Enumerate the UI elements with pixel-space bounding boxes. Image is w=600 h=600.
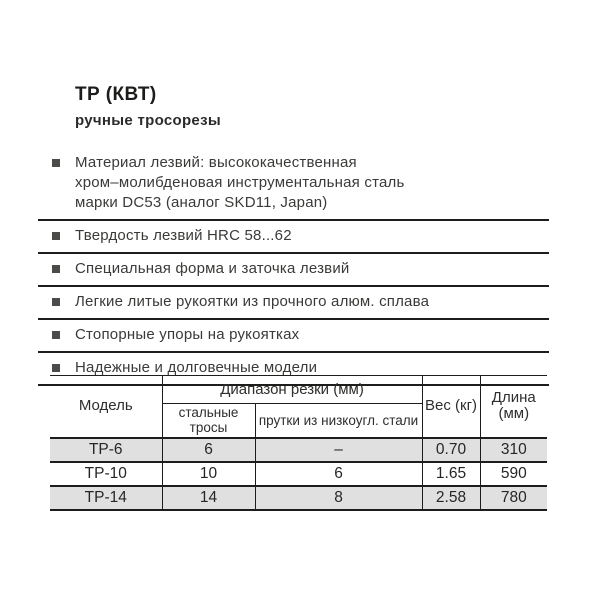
cell-model: ТР-6 bbox=[88, 440, 123, 458]
feature-text: Легкие литые рукоятки из прочного алюм. сплава bbox=[75, 293, 430, 310]
feature-text: Специальная форма и заточка лезвий bbox=[75, 260, 350, 277]
table-row bbox=[50, 486, 547, 510]
feature-text: хром–молибденовая инструментальная сталь bbox=[75, 174, 405, 191]
col-header-rods-line2: из низкоугл. стали bbox=[303, 412, 419, 428]
square-bullet-icon bbox=[52, 331, 60, 339]
table-row bbox=[50, 462, 547, 486]
square-bullet-icon bbox=[52, 298, 60, 306]
models-table bbox=[50, 375, 547, 511]
cell-model: ТР-14 bbox=[84, 488, 127, 506]
feature-item bbox=[38, 287, 549, 320]
col-header-length-line1: Длина bbox=[491, 389, 536, 407]
feature-item bbox=[38, 320, 549, 353]
col-header-weight bbox=[422, 376, 480, 438]
table-row bbox=[50, 438, 547, 462]
col-header-rods bbox=[255, 404, 422, 438]
cell-length: 780 bbox=[480, 486, 547, 510]
square-bullet-icon bbox=[52, 159, 60, 167]
feature-text: Надежные и долговечные модели bbox=[75, 359, 318, 376]
cell-rods: 6 bbox=[255, 462, 422, 486]
col-header-steel-ropes-line1: стальные bbox=[178, 405, 239, 421]
feature-item bbox=[38, 148, 549, 221]
feature-item bbox=[38, 221, 549, 254]
cell-weight: 2.58 bbox=[422, 486, 480, 510]
feature-text: Стопорные упоры на рукоятках bbox=[75, 326, 300, 343]
feature-text: Материал лезвий: высококачественная bbox=[75, 154, 357, 171]
cell-steel-ropes: 14 bbox=[162, 486, 255, 510]
square-bullet-icon bbox=[52, 232, 60, 240]
cell-rods: 8 bbox=[255, 486, 422, 510]
square-bullet-icon bbox=[52, 364, 60, 372]
col-header-steel-ropes-line2: тросы bbox=[189, 420, 228, 436]
feature-text: марки DC53 (аналог SKD11, Japan) bbox=[75, 194, 328, 211]
col-header-cutting-range: Диапазон резки (мм) bbox=[162, 376, 422, 404]
feature-text: Твердость лезвий HRC 58...62 bbox=[75, 227, 292, 244]
cell-length: 310 bbox=[480, 438, 547, 462]
col-header-rods-line1: прутки bbox=[258, 412, 300, 428]
page-title: ТР (КВТ) bbox=[75, 84, 157, 105]
feature-item bbox=[38, 254, 549, 287]
cell-steel-ropes: 6 bbox=[162, 438, 255, 462]
col-header-weight-line2: (кг) bbox=[455, 397, 478, 415]
col-header-weight-line1: Вес bbox=[424, 397, 451, 415]
cell-model: ТР-10 bbox=[84, 464, 127, 482]
cell-rods: – bbox=[255, 438, 422, 462]
cell-length: 590 bbox=[480, 462, 547, 486]
col-header-length bbox=[480, 376, 547, 438]
cell-weight: 0.70 bbox=[422, 438, 480, 462]
cell-steel-ropes: 10 bbox=[162, 462, 255, 486]
col-header-model: Модель bbox=[50, 376, 162, 438]
cell-weight: 1.65 bbox=[422, 462, 480, 486]
feature-list bbox=[38, 148, 549, 386]
square-bullet-icon bbox=[52, 265, 60, 273]
page-subtitle: ручные тросорезы bbox=[75, 112, 221, 129]
spec-table bbox=[50, 375, 547, 511]
col-header-steel-ropes bbox=[162, 404, 255, 438]
col-header-length-line2: (мм) bbox=[498, 405, 530, 423]
